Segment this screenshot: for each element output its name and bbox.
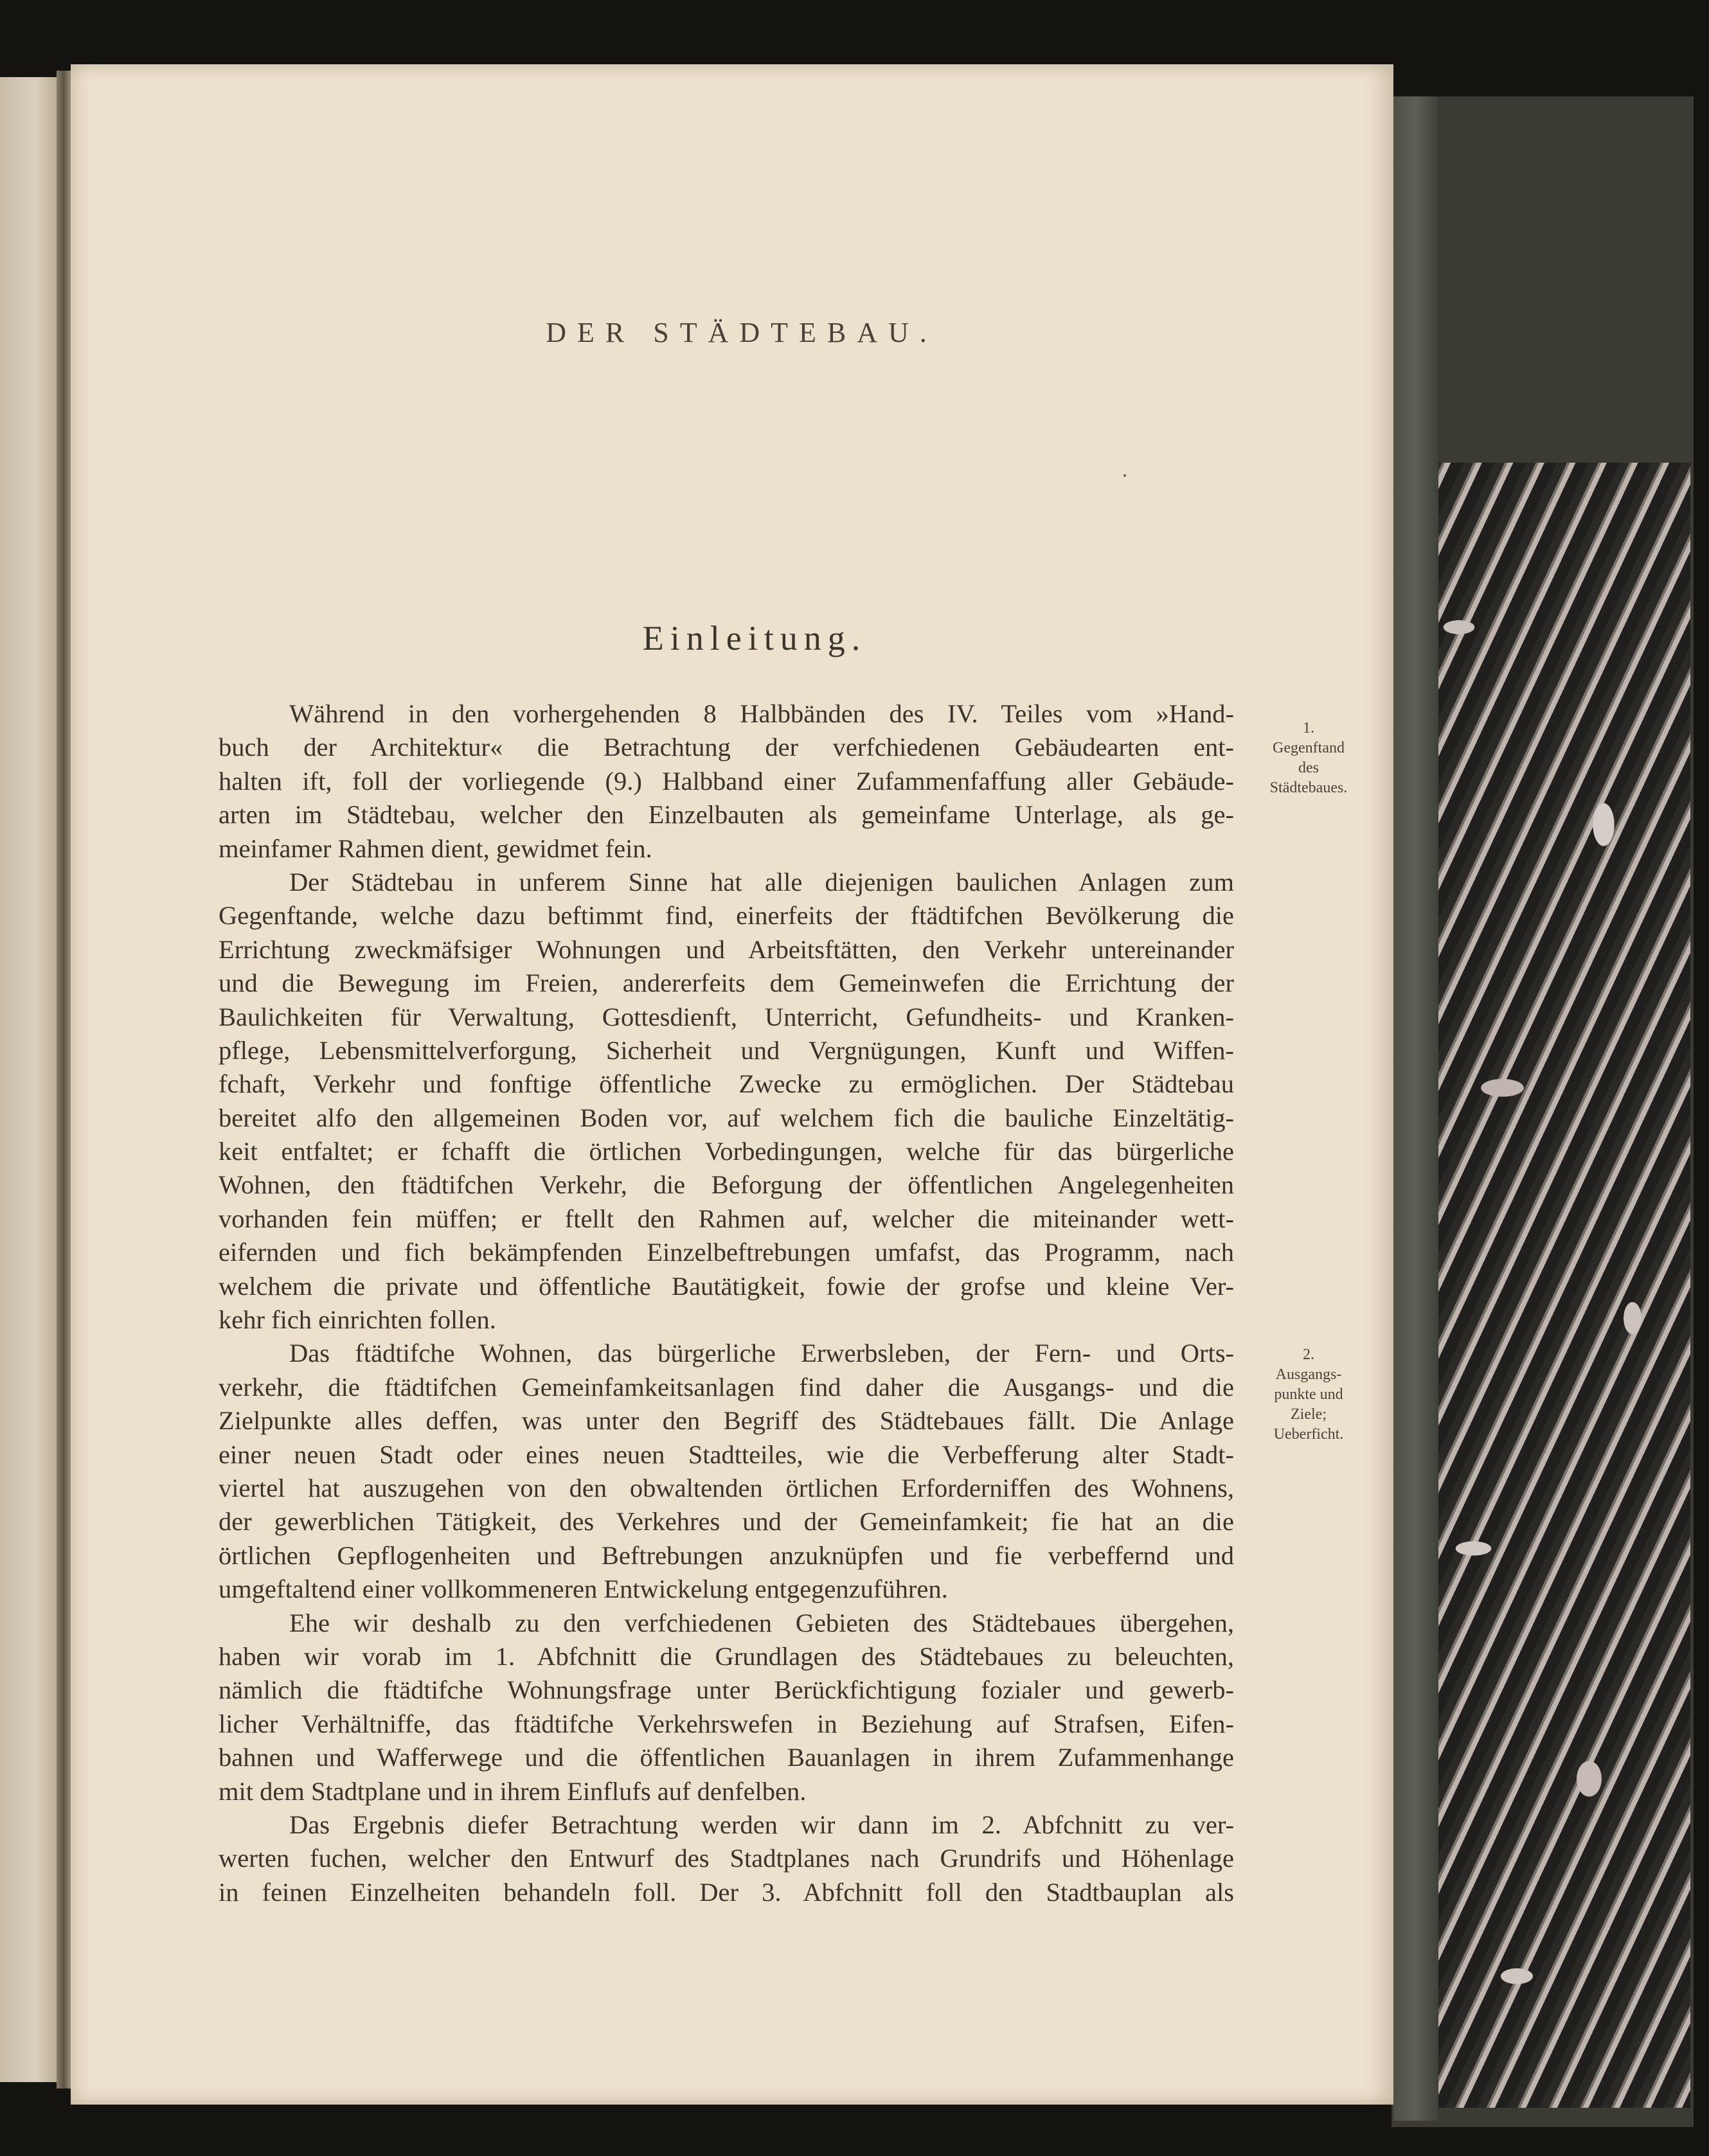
paper-speck [1123,474,1126,477]
text-line: Errichtung zweckmäfsiger Wohnungen und Arbeitsftätten, den Verkehr untereinander [219,934,1234,964]
text-line: welchem die private und öffentliche Bautätigkeit, fowie der grofse und kleine Ver- [219,1271,1234,1301]
book-gutter [57,71,71,2089]
text-line: in feinen Einzelheiten behandeln foll. Der 3. Abfchnitt foll den Stadtbauplan als [219,1877,1234,1907]
text-line: bahnen und Wafferwege und die öffentlichen Bauanlagen in ihrem Zufammenhange [219,1743,1234,1772]
marbled-cover-edge [1401,463,1690,2108]
text-line: eifernden und fich bekämpfenden Einzelbeftrebungen umfafst, das Programm, nach [219,1238,1234,1267]
text-line: werten fuchen, welcher den Entwurf des Stadtplanes nach Grundrifs und Höhenlage [219,1844,1234,1873]
text-line: buch der Architektur« die Betrachtung der verfchiedenen Gebäudearten ent- [219,733,1234,762]
text-line: und die Bewegung im Freien, andererfeits dem Gemeinwefen die Errichtung der [219,968,1234,998]
text-line: mit dem Stadtplane und in ihrem Einflufs auf denfelben. [219,1776,807,1806]
text-line: licher Verhältniffe, das ftädtifche Verkehrswefen in Beziehung auf Strafsen, Eifen- [219,1709,1234,1738]
text-line: einer neuen Stadt oder eines neuen Stadtteiles, wie die Verbefferung alter Stadt- [219,1439,1234,1469]
margin-note-line: Städtebaues. [1269,780,1348,796]
text-line: halten ift, foll der vorliegende (9.) Halbband einer Zufammenfaffung aller Gebäude- [219,766,1234,796]
body-text [219,697,1234,1909]
text-line: der gewerblichen Tätigkeit, des Verkehres und der Gemeinfamkeit; fie hat an die [219,1507,1234,1537]
margin-note-2 [1244,1345,1373,1445]
text-line: Gegenftande, welche dazu beftimmt find, einerfeits der ftädtifchen Bevölkerung die [219,901,1234,931]
text-line: bereitet alfo den allgemeinen Boden vor, auf welchem fich die bauliche Einzeltätig- [219,1103,1234,1132]
text-line: keit entfaltet; er fchafft die örtlichen Vorbedingungen, welche für das bürgerliche [219,1137,1234,1166]
text-line: umgeftaltend einer vollkommeneren Entwickelung entgegenzuführen. [219,1574,948,1604]
text-line: örtlichen Gepflogenheiten und Beftrebungen anzuknüpfen und fie verbeffernd und [219,1540,1234,1570]
text-line: Wohnen, den ftädtifchen Verkehr, die Beforgung der öffentlichen Angelegenheiten [219,1170,1234,1200]
margin-note-line: Ueberficht. [1273,1426,1344,1443]
text-line: Das Ergebnis diefer Betrachtung werden wir dann im 2. Abfchnitt zu ver- [289,1810,1234,1839]
text-line: nämlich die ftädtifche Wohnungsfrage unter Berückfichtigung fozialer und gewerb- [219,1675,1234,1705]
text-line: Während in den vorhergehenden 8 Halbbänden des IV. Teiles vom »Hand- [289,699,1234,728]
text-line: pflege, Lebensmittelverforgung, Sicherheit und Vergnügungen, Kunft und Wiffen- [219,1035,1234,1065]
text-line: Ehe wir deshalb zu den verfchiedenen Gebieten des Städtebaues übergehen, [289,1608,1234,1637]
text-line: haben wir vorab im 1. Abfchnitt die Grundlagen des Städtebaues zu beleuchten, [219,1641,1234,1671]
text-line: vorhanden fein müffen; er ftellt den Rahmen auf, welcher die miteinander wett- [219,1204,1234,1233]
text-line: fchaft, Verkehr und fonftige öffentliche Zwecke zu ermöglichen. Der Städtebau [219,1069,1234,1099]
margin-note-number: 2. [1303,1346,1314,1363]
text-line: Der Städtebau in unferem Sinne hat alle diejenigen baulichen Anlagen zum [289,867,1234,896]
running-title: DER STÄDTEBAU. [546,317,938,348]
margin-note-1 [1244,718,1373,798]
margin-note-line: des [1298,760,1319,776]
margin-note-line: Ziele; [1291,1406,1327,1423]
margin-note-line: Ausgangs- [1275,1366,1342,1383]
text-line: arten im Städtebau, welcher den Einzelbauten als gemeinfame Unterlage, als ge- [219,800,1234,830]
margin-note-line: Gegenftand [1273,740,1345,756]
text-line: Zielpunkte alles deffen, was unter den Begriff des Städtebaues fällt. Die Anlage [219,1406,1234,1436]
margin-note-number: 1. [1303,720,1314,736]
book-page [71,64,1393,2105]
text-line: verkehr, die ftädtifchen Gemeinfamkeitsanlagen find daher die Ausgangs- und die [219,1372,1234,1402]
cover-cloth-spine [1393,96,1438,2121]
text-line: kehr fich einrichten follen. [219,1305,496,1335]
margin-note-line: punkte und [1274,1386,1343,1403]
text-line: viertel hat auszugehen von den obwaltenden örtlichen Erforderniffen des Wohnens, [219,1473,1234,1502]
text-line: Das ftädtifche Wohnen, das bürgerliche Erwerbsleben, der Fern- und Orts- [289,1339,1234,1368]
section-heading: Einleitung. [642,619,867,657]
previous-page-edge [0,77,59,2082]
text-line: Baulichkeiten für Verwaltung, Gottesdienft, Unterricht, Gefundheits- und Kranken- [219,1002,1234,1031]
text-line: meinfamer Rahmen dient, gewidmet fein. [219,833,652,863]
